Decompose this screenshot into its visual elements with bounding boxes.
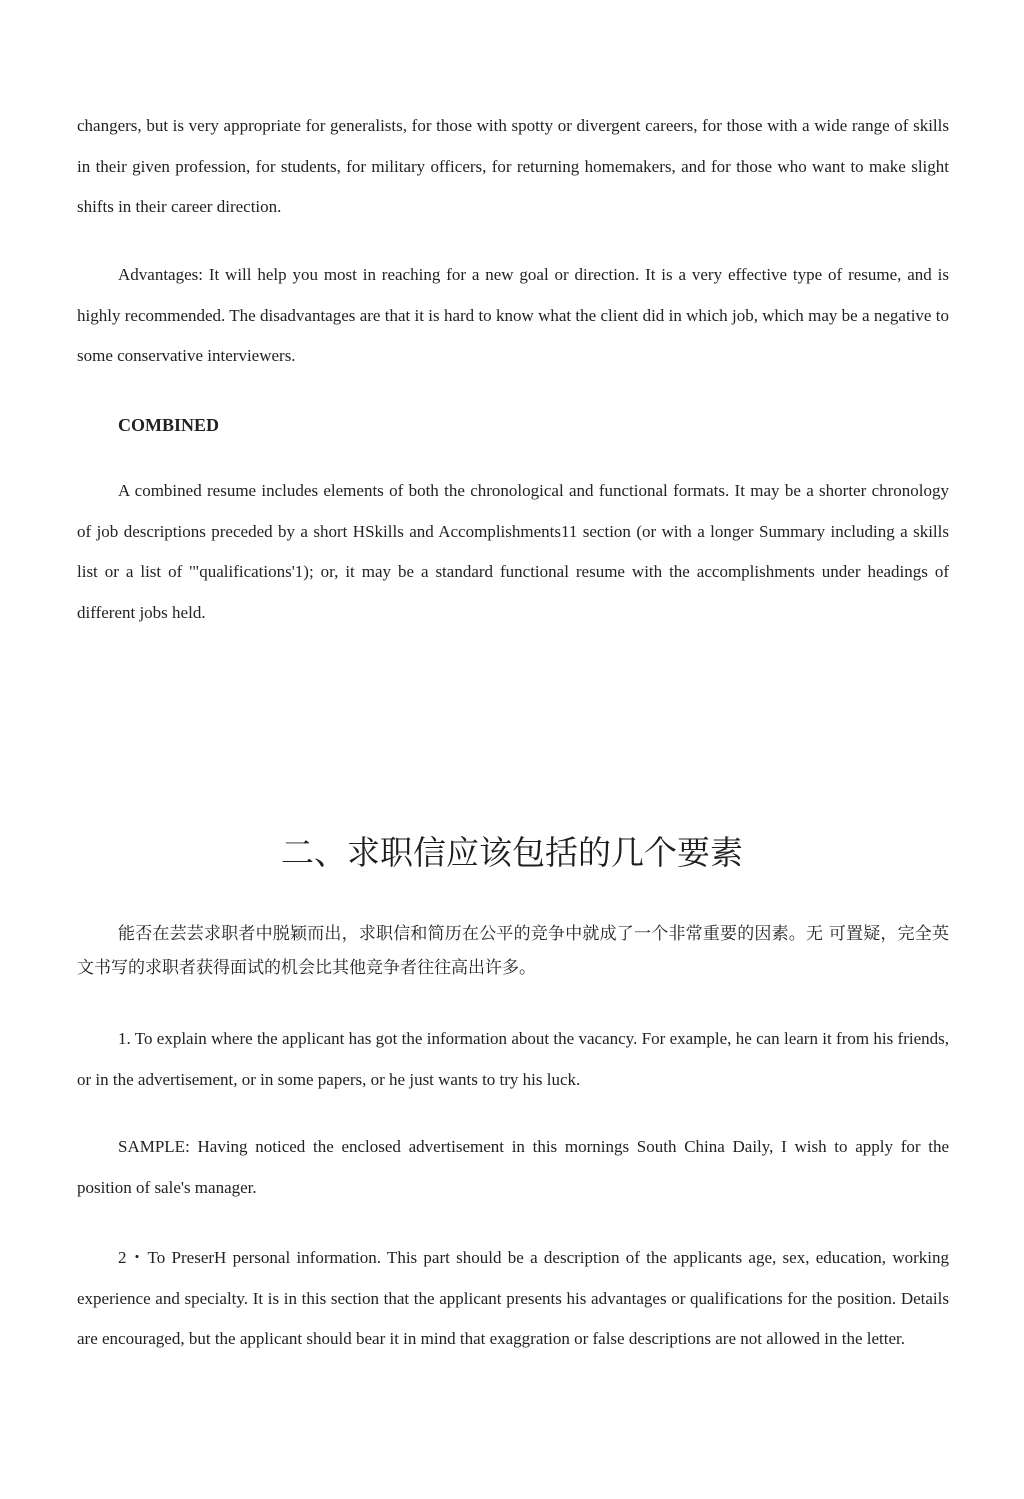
- heading-combined: COMBINED: [118, 415, 220, 435]
- paragraph-advantages: Advantages: It will help you most in reaching for a new goal or direction. It is a very effective type of resume, and is highly recommended. The disadvantages are that it is hard to know what the client did in which job, which may be a negative to some conservative interviewers.: [77, 265, 949, 365]
- paragraph-sample: SAMPLE: Having noticed the enclosed advertisement in this mornings South China Daily, I wish to apply for the position of sale's manager.: [77, 1137, 949, 1197]
- paragraph-intro-continuation: changers, but is very appropriate for generalists, for those with spotty or divergent careers, for those with a wide range of skills in their given profession, for students, for military officers, for returning homemakers, and for those who want to make slight shifts in their career direction.: [77, 116, 949, 216]
- paragraph-combined: A combined resume includes elements of both the chronological and functional formats. It may be a shorter chronology of job descriptions preceded by a short HSkills and Accomplishments11 section (or with a longer Summary including a skills list or a list of '"qualifications'1); or, it may be a standard functional resume with the accomplishments under headings of different jobs held.: [77, 481, 949, 622]
- paragraph-point-1: 1. To explain where the applicant has got the information about the vacancy. For example, he can learn it from his friends, or in the advertisement, or in some papers, or he just wants to try his luck.: [77, 1029, 949, 1089]
- section-heading-cover-letter-elements: 二、求职信应该包括的几个要素: [281, 833, 743, 872]
- paragraph-point-2: 2・To PreserH personal information. This part should be a description of the applicants age, sex, education, working experience and specialty. It is in this section that the applicant presents his advantages or qualifications for the position. Details are encouraged, but the applicant should bear it in mind that exaggration or false descriptions are not allowed in the letter.: [77, 1248, 949, 1348]
- paragraph-chinese-intro: 能否在芸芸求职者中脱颖而出，求职信和简历在公平的竞争中就成了一个非常重要的因素。无 可置疑，完全英文书写的求职者获得面试的机会比其他竞争者往往高出许多。: [77, 924, 949, 978]
